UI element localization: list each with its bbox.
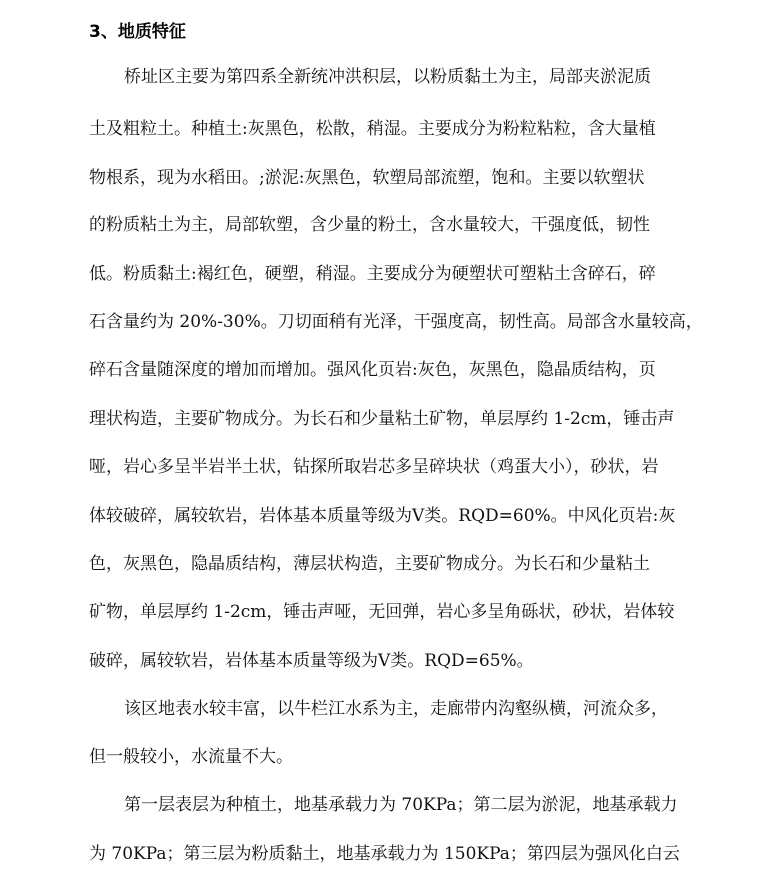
paragraph-2-line-2: 但一般较小，水流量不大。 bbox=[89, 747, 293, 767]
paragraph-1-line-11: 色，灰黑色，隐晶质结构，薄层状构造，主要矿物成分。为长石和少量粘土 bbox=[89, 554, 650, 574]
paragraph-1-line-13: 破碎，属较软岩，岩体基本质量等级为Ⅴ类。RQD=65%。 bbox=[89, 651, 534, 671]
paragraph-1-line-2: 土及粗粒土。种植土:灰黑色，松散，稍湿。主要成分为粉粒粘粒，含大量植 bbox=[89, 119, 656, 139]
section-heading: 3、地质特征 bbox=[89, 22, 186, 42]
paragraph-3-line-1: 第一层表层为种植土，地基承载力为 70KPa；第二层为淤泥，地基承载力 bbox=[124, 795, 678, 815]
paragraph-1-line-12: 矿物，单层厚约 1-2cm，锤击声哑，无回弹，岩心多呈角砾状，砂状，岩体较 bbox=[89, 602, 675, 622]
paragraph-1-line-3: 物根系，现为水稻田。;淤泥:灰黑色，软塑局部流塑，饱和。主要以软塑状 bbox=[89, 168, 645, 188]
paragraph-1-line-5: 低。粉质黏土:褐红色，硬塑，稍湿。主要成分为硬塑状可塑粘土含碎石，碎 bbox=[89, 264, 656, 284]
paragraph-1-line-9: 哑，岩心多呈半岩半土状，钻探所取岩芯多呈碎块状（鸡蛋大小），砂状，岩 bbox=[89, 457, 659, 477]
paragraph-1-line-1: 桥址区主要为第四系全新统冲洪积层，以粉质黏土为主，局部夹淤泥质 bbox=[124, 67, 651, 87]
paragraph-1-line-6: 石含量约为 20%-30%。刀切面稍有光泽，干强度高，韧性高。局部含水量较高， bbox=[89, 312, 703, 332]
paragraph-1-line-8: 理状构造，主要矿物成分。为长石和少量粘土矿物，单层厚约 1-2cm，锤击声 bbox=[89, 409, 675, 429]
paragraph-1-line-10: 体较破碎，属较软岩，岩体基本质量等级为Ⅴ类。RQD=60%。中风化页岩:灰 bbox=[89, 506, 676, 526]
paragraph-2-line-1: 该区地表水较丰富，以牛栏江水系为主，走廊带内沟壑纵横，河流众多， bbox=[124, 699, 668, 719]
paragraph-3-line-2: 为 70KPa；第三层为粉质黏土，地基承载力为 150KPa；第四层为强风化白云 bbox=[89, 844, 680, 864]
paragraph-1-line-4: 的粉质粘土为主，局部软塑，含少量的粉土，含水量较大，干强度低，韧性 bbox=[89, 215, 650, 235]
paragraph-1-line-7: 碎石含量随深度的增加而增加。强风化页岩:灰色，灰黑色，隐晶质结构，页 bbox=[89, 360, 656, 380]
